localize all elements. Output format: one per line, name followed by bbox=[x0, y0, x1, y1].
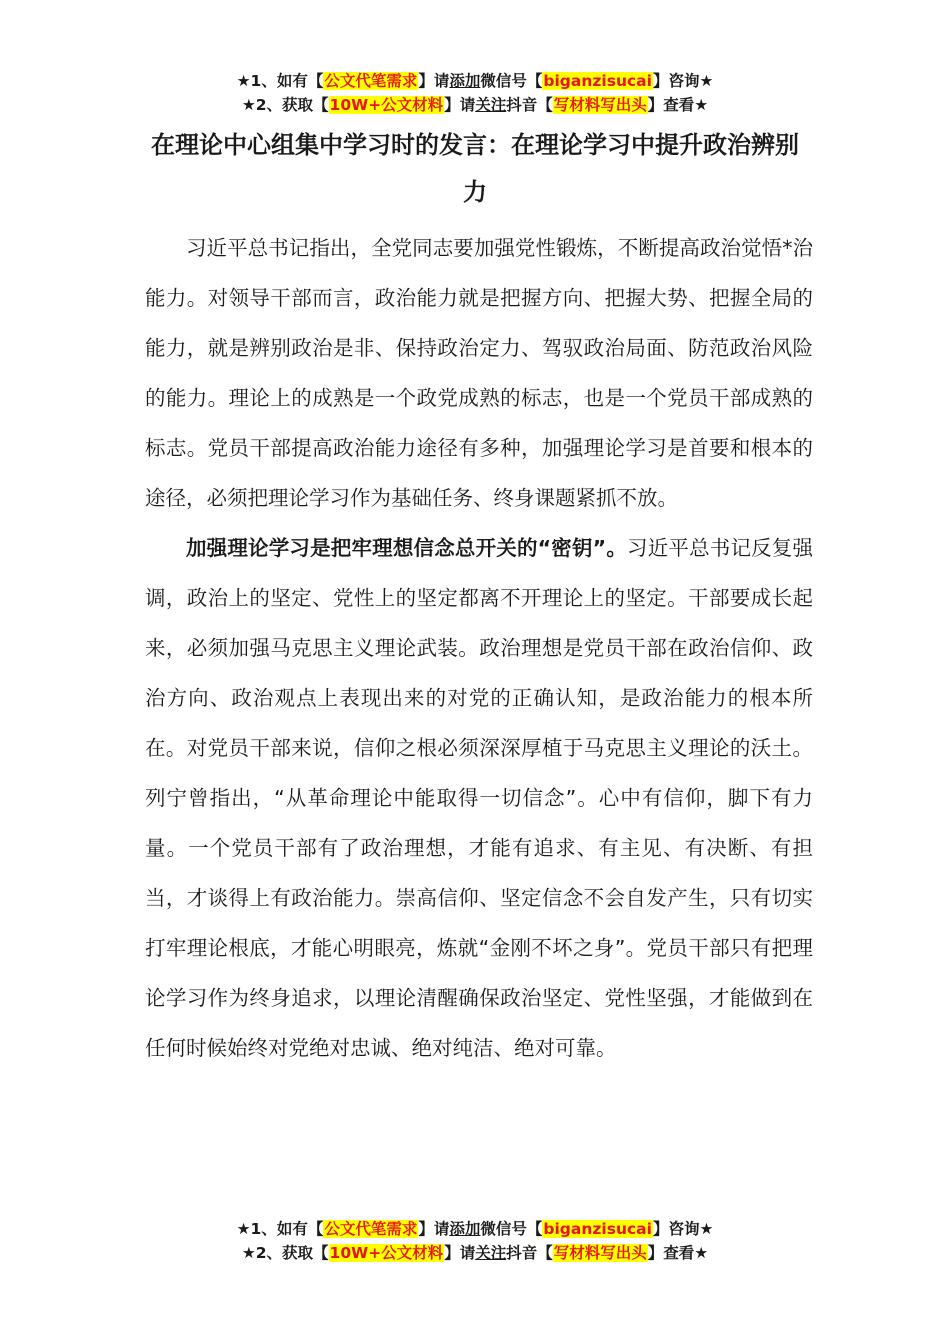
banner-text: 】查看★ bbox=[647, 96, 709, 114]
banner-highlight: biganzisucai bbox=[543, 72, 652, 90]
banner-line-2 bbox=[0, 93, 950, 117]
banner-underline: 添加 bbox=[449, 1220, 481, 1238]
paragraph-2 bbox=[145, 523, 813, 1073]
header-banner bbox=[0, 69, 950, 117]
banner-text: 抖音【 bbox=[506, 96, 553, 114]
paragraph-1 bbox=[145, 223, 813, 523]
banner-text: ★1、如有【 bbox=[236, 1220, 324, 1238]
banner-highlight: 10W+公文材料 bbox=[329, 96, 444, 114]
banner-text: 】请 bbox=[418, 1220, 450, 1238]
banner-text: 】请 bbox=[444, 1244, 476, 1262]
banner-highlight: 公文代笔需求 bbox=[324, 1220, 418, 1238]
banner-line-1 bbox=[0, 69, 950, 93]
banner-text: 】请 bbox=[444, 96, 476, 114]
document-title: 在理论中心组集中学习时的发言：在理论学习中提升政治辨别力 bbox=[151, 131, 799, 206]
banner-highlight: 写材料写出头 bbox=[553, 1244, 647, 1262]
paragraph-text: 习近平总书记反复强调，政治上的坚定、党性上的坚定都离不开理论上的坚定。干部要成长起来，必须加强马克思主义理论武装。政治理想是党员干部在政治信仰、政治方向、政治观点上表现出来的对党的正确认知，是政治能力的根本所在。对党员干部来说，信仰之根必须深深厚植于马克思主义理论的沃土。列宁曾指出，“从革命理论中能取得一切信念”。心中有信仰，脚下有力量。一个党员干部有了政治理想，才能有追求、有主见、有决断、有担当，才谈得上有政治能力。崇高信仰、坚定信念不会自发产生，只有切实打牢理论根底，才能心明眼亮，炼就“金刚不坏之身”。党员干部只有把理论学习作为终身追求，以理论清醒确保政治坚定、党性坚强，才能做到在任何时候始终对党绝对忠诚、绝对纯洁、绝对可靠。 bbox=[145, 536, 813, 1060]
footer-banner bbox=[0, 1217, 950, 1265]
banner-line-2 bbox=[0, 1241, 950, 1265]
banner-text: ★2、获取【 bbox=[241, 1244, 329, 1262]
banner-text: 】查看★ bbox=[647, 1244, 709, 1262]
banner-underline: 关注 bbox=[475, 1244, 507, 1262]
banner-line-1 bbox=[0, 1217, 950, 1241]
banner-text: ★1、如有【 bbox=[236, 72, 324, 90]
banner-underline: 关注 bbox=[475, 96, 507, 114]
banner-text: ★2、获取【 bbox=[241, 96, 329, 114]
banner-highlight: 10W+公文材料 bbox=[329, 1244, 444, 1262]
banner-underline: 添加 bbox=[449, 72, 481, 90]
banner-highlight: 公文代笔需求 bbox=[324, 72, 418, 90]
banner-highlight: biganzisucai bbox=[543, 1220, 652, 1238]
banner-text: 微信号【 bbox=[480, 1220, 543, 1238]
banner-text: 】咨询★ bbox=[652, 72, 714, 90]
paragraph-text: 习近平总书记指出，全党同志要加强党性锻炼，不断提高政治觉悟*治能力。对领导干部而言，政治能力就是把握方向、把握大势、把握全局的能力，就是辨别政治是非、保持政治定力、驾驭政治局面、防范政治风险的能力。理论上的成熟是一个政党成熟的标志，也是一个党员干部成熟的标志。党员干部提高政治能力途径有多种，加强理论学习是首要和根本的途径，必须把理论学习作为基础任务、终身课题紧抓不放。 bbox=[145, 236, 813, 510]
banner-text: 】咨询★ bbox=[652, 1220, 714, 1238]
document-body bbox=[145, 223, 813, 1073]
paragraph-lead: 加强理论学习是把牢理想信念总开关的“密钥”。 bbox=[186, 536, 628, 560]
banner-text: 】请 bbox=[418, 72, 450, 90]
banner-highlight: 写材料写出头 bbox=[553, 96, 647, 114]
banner-text: 抖音【 bbox=[506, 1244, 553, 1262]
banner-text: 微信号【 bbox=[480, 72, 543, 90]
